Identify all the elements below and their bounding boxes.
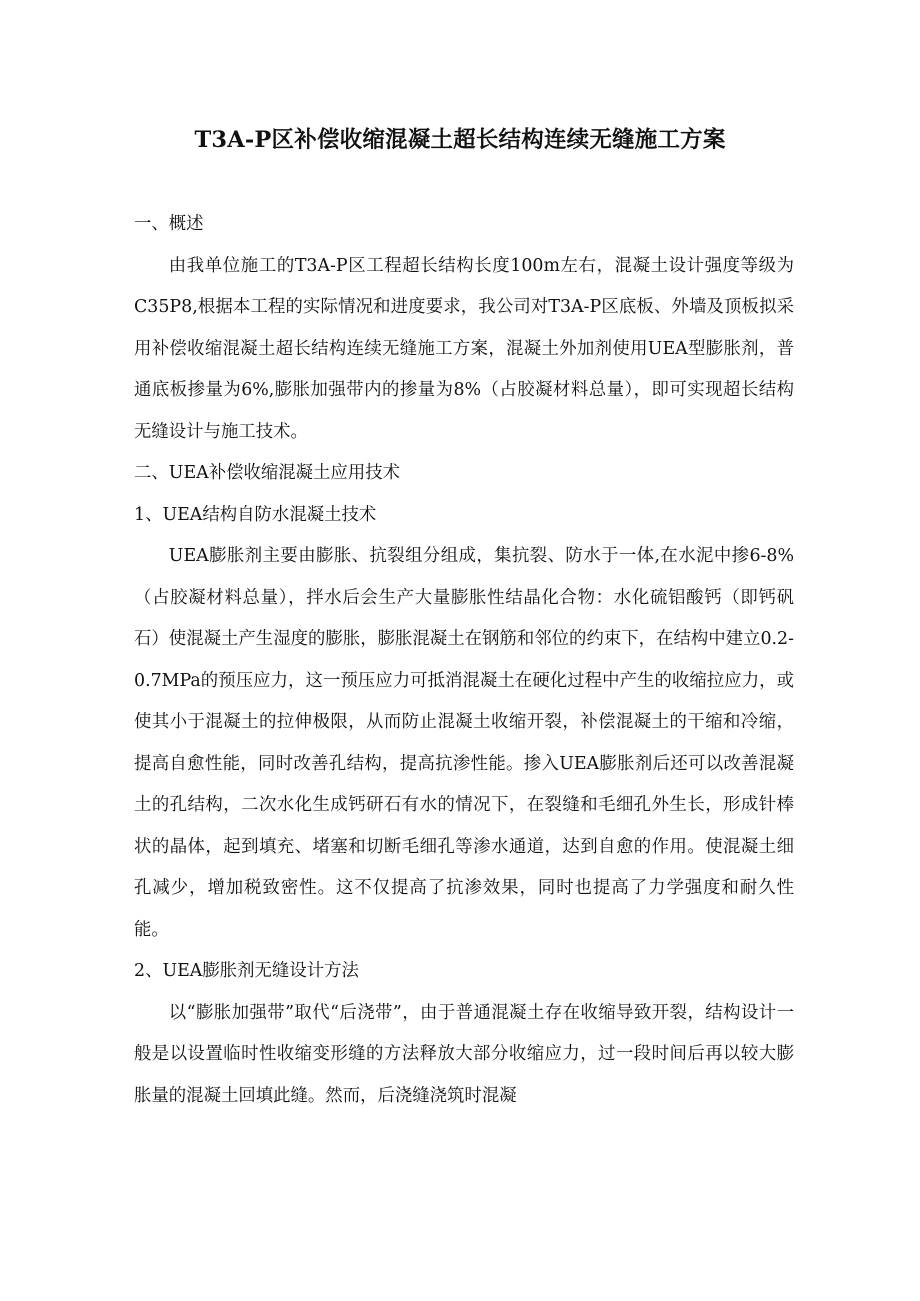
overview-paragraph: 由我单位施工的T3A-P区工程超长结构长度100m左右，混凝土设计强度等级为C35P8,根据本工程的实际情况和进度要求，我公司对T3A-P区底板、外墙及顶板拟采用补偿收缩混凝土超长结构连续无缝施工方案，混凝土外加剂使用UEA型膨胀剂，普通底板掺量为6%,膨胀加强带内的掺量为8%（占胶凝材料总量），即可实现超长结构无缝设计与施工技术。 <box>134 255 794 442</box>
section-heading-overview: 一、概述 <box>134 214 204 234</box>
self-waterproof-paragraph: UEA膨胀剂主要由膨胀、抗裂组分组成，集抗裂、防水于一体,在水泥中掺6-8%（占胶凝材料总量），拌水后会生产大量膨胀性结晶化合物：水化硫铝酸钙（即钙矾石）使混凝土产生湿度的膨胀，膨胀混凝土在钢筋和邻位的约束下，在结构中建立0.2-0.7MPa的预压应力，这一预压应力可抵消混凝土在硬化过程中产生的收缩拉应力，或使其小于混凝土的拉伸极限，从而防止混凝土收缩开裂，补偿混凝土的干缩和冷缩，提高自愈性能，同时改善孔结构，提高抗渗性能。掺入UEA膨胀剂后还可以改善混凝土的孔结构，二次水化生成钙研石有水的情况下，在裂缝和毛细孔外生长，形成针棒状的晶体，起到填充、堵塞和切断毛细孔等渗水通道，达到自愈的作用。使混凝土细孔减少，增加税致密性。这不仅提高了抗渗效果，同时也提高了力学强度和耐久性能。 <box>134 546 794 940</box>
section-heading-uea-technology: 二、UEA补偿收缩混凝土应用技术 <box>134 463 400 483</box>
subsection-heading-self-waterproof: 1、UEA结构自防水混凝土技术 <box>134 504 377 525</box>
seamless-design-paragraph: 以“膨胀加强带”取代“后浇带”，由于普通混凝土存在收缩导致开裂，结构设计一般是以设置临时性收缩变形缝的方法释放大部分收缩应力，过一段时间后再以较大膨胀量的混凝土回填此缝。然而，后浇缝浇筑时混凝 <box>134 1002 794 1106</box>
document-body <box>134 204 794 1117</box>
document-title: T3A-P区补偿收缩混凝土超长结构连续无缝施工方案 <box>194 127 726 153</box>
subsection-heading-seamless-design: 2、UEA膨胀剂无缝设计方法 <box>134 961 359 981</box>
